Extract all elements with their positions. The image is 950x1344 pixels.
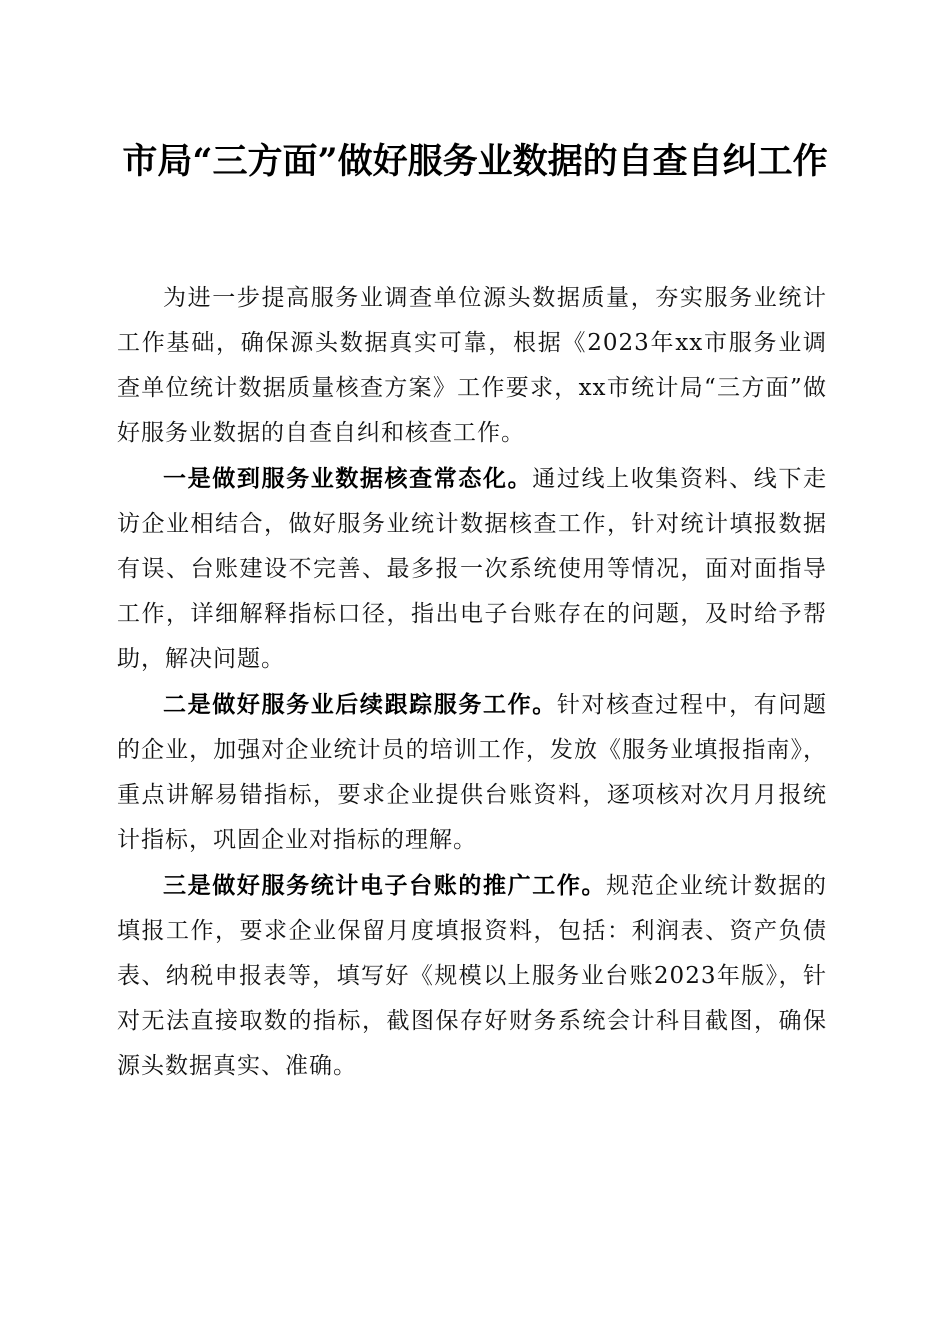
section-lead-3: 三是做好服务统计电子台账的推广工作。 — [163, 872, 607, 899]
section-lead-1: 一是做到服务业数据核查常态化。 — [163, 465, 533, 492]
document-body — [117, 276, 827, 1089]
section-paragraph-3 — [117, 863, 827, 1089]
section-text-1: 通过线上收集资料、线下走访企业相结合，做好服务业统计数据核查工作，针对统计填报数据有误、台账建设不完善、最多报一次系统使用等情况，面对面指导工作，详细解释指标口径，指出电子台账存在的问题，及时给予帮助，解决问题。 — [117, 466, 828, 672]
section-text-3: 规范企业统计数据的填报工作，要求企业保留月度填报资料，包括：利润表、资产负债表、纳税申报表等，填写好《规模以上服务业台账2023年版》，针对无法直接取数的指标，截图保存好财务系统会计科目截图，确保源头数据真实、准确。 — [117, 873, 828, 1079]
section-paragraph-1 — [117, 456, 827, 682]
intro-paragraph: 为进一步提高服务业调查单位源头数据质量，夯实服务业统计工作基础，确保源头数据真实可靠，根据《2023年xx市服务业调查单位统计数据质量核查方案》工作要求，xx市统计局“三方面”做好服务业数据的自查自纠和核查工作。 — [117, 285, 827, 446]
section-paragraph-2 — [117, 682, 827, 863]
section-text-2: 针对核查过程中，有问题的企业，加强对企业统计员的培训工作，发放《服务业填报指南》，重点讲解易错指标，要求企业提供台账资料，逐项核对次月月报统计指标，巩固企业对指标的理解。 — [117, 692, 828, 853]
document-title: 市局“三方面”做好服务业数据的自查自纠工作 — [122, 141, 828, 182]
section-lead-2: 二是做好服务业后续跟踪服务工作。 — [163, 691, 557, 718]
